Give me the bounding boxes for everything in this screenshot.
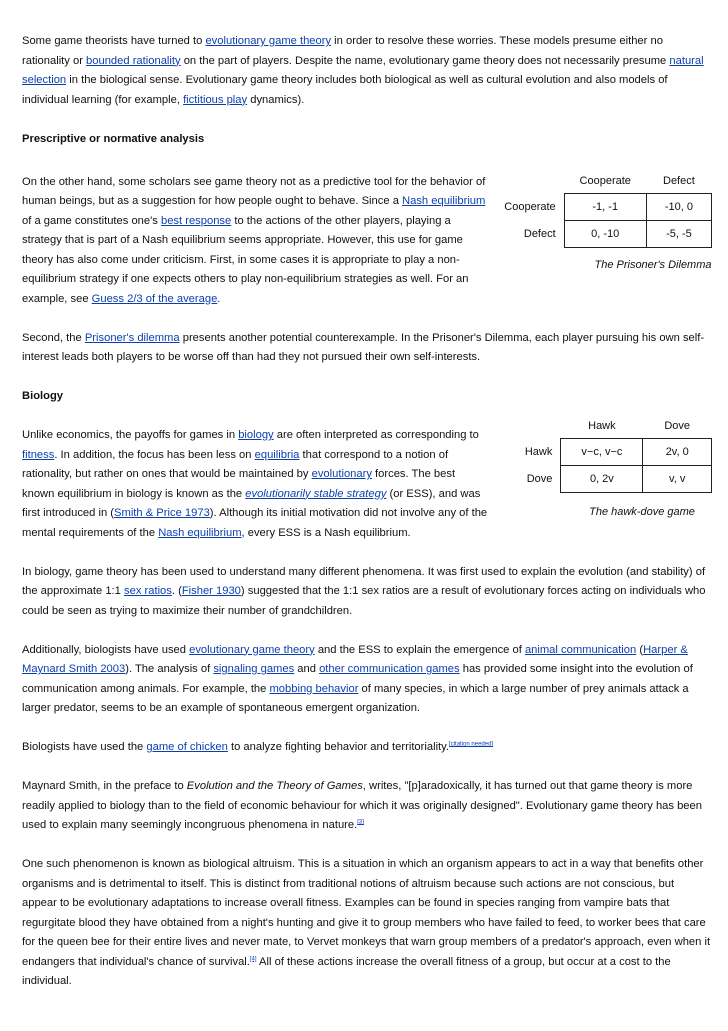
link-bounded-rationality[interactable]: bounded rationality: [86, 54, 181, 67]
citation-needed-link[interactable]: [citation needed]: [449, 741, 494, 748]
paragraph-altruism: [22, 855, 712, 992]
text: ). The analysis of: [125, 663, 214, 675]
row-header: Cooperate: [504, 200, 556, 213]
reference-link[interactable]: [4]: [249, 955, 257, 962]
link-sex-ratios[interactable]: sex ratios: [124, 585, 172, 597]
paragraph-maynard-smith: [22, 777, 712, 836]
row-header: Defect: [523, 227, 556, 240]
paragraph-biology: [22, 426, 488, 543]
text: (or ESS), and was first introduced in (: [22, 487, 481, 519]
link-biology[interactable]: biology: [238, 429, 274, 441]
paragraph-normative: [22, 169, 488, 310]
payoff-cell: -10, 0: [646, 193, 711, 220]
column-header: Defect: [663, 174, 695, 187]
reference-link[interactable]: [3]: [357, 819, 364, 826]
link-animal-communication[interactable]: animal communication: [524, 643, 637, 656]
hawk-dove-table: [497, 414, 712, 493]
text: on the part of players. Despite the name, evolutionary game theory does not necessarily presume: [180, 54, 670, 67]
link-nash-equilibrium[interactable]: Nash equilibrium: [158, 526, 242, 539]
text: and: [294, 663, 320, 675]
link-guess-2-3[interactable]: Guess 2/3 of the average: [91, 292, 218, 305]
text: presents another potential counterexample. In the Prisoner's Dilemma, each player pursuing his own self-interest leads both players to be worse off than had they not pursued their own self-interests.: [22, 331, 705, 363]
payoff-cell: v, v: [643, 466, 712, 493]
link-other-communication-games[interactable]: other communication games: [319, 663, 460, 675]
payoff-cell: v−c, v−c: [561, 439, 643, 466]
link-fisher-1930[interactable]: Fisher 1930: [181, 585, 241, 597]
payoff-cell: -5, -5: [646, 220, 711, 247]
text: and the ESS to explain the emergence of: [314, 643, 525, 656]
link-game-of-chicken[interactable]: game of chicken: [146, 741, 228, 753]
text: , every ESS is a Nash equilibrium.: [241, 526, 411, 539]
link-harper-maynard-smith[interactable]: Harper & Maynard Smith 2003: [22, 643, 688, 675]
paragraph-communication: [22, 641, 712, 719]
heading-biology: Biology: [22, 390, 64, 402]
heading-prescriptive: Prescriptive or normative analysis: [22, 132, 205, 145]
text: In biology, game theory has been used to understand many different phenomena. It was first used to explain the evolution (and stability) of the approximate 1:1: [22, 565, 706, 597]
text: Unlike economics, the payoffs for games in: [22, 429, 239, 441]
corner-cell: [497, 414, 561, 439]
link-signaling-games[interactable]: signaling games: [213, 663, 295, 675]
paragraph-sex-ratios: [22, 563, 712, 622]
text: All of these actions increase the overall fitness of a group, but occur at a cost to the individual.: [22, 955, 671, 987]
text: dynamics).: [247, 93, 305, 106]
payoff-cell: 0, -10: [564, 220, 646, 247]
paragraph-prisoners-dilemma: [22, 329, 712, 368]
link-natural-selection[interactable]: natural selection: [22, 54, 704, 86]
text: forces. The best known equilibrium in biology is known as the: [22, 468, 456, 500]
text: to analyze fighting behavior and territoriality.: [227, 741, 450, 753]
paragraph-evolutionary: [22, 32, 712, 110]
text: . (: [171, 585, 182, 597]
text: are often interpreted as corresponding to: [273, 429, 479, 441]
link-mobbing-behavior[interactable]: mobbing behavior: [269, 682, 359, 695]
link-smith-price[interactable]: Smith & Price 1973: [114, 507, 210, 519]
book-title: Evolution and the Theory of Games: [186, 780, 363, 792]
payoff-cell: 2v, 0: [643, 439, 712, 466]
link-evolutionary-game-theory[interactable]: evolutionary game theory: [205, 35, 332, 47]
link-best-response[interactable]: best response: [160, 214, 232, 227]
link-evolutionary-game-theory[interactable]: evolutionary game theory: [189, 643, 315, 656]
table-caption: The hawk-dove game: [589, 506, 695, 518]
text: Second, the: [22, 331, 85, 344]
link-fitness[interactable]: fitness: [22, 448, 55, 461]
text: , writes, "[p]aradoxically, it has turned out that game theory is more readily applied to biology than to the field of economic behaviour for which it was originally designed". Evolutionary game theory has been used to explain many seemingly incongruous phenomena in nature.: [22, 780, 702, 831]
text: has provided some insight into the evolution of communication among animals. For example, the: [22, 663, 693, 695]
text: On the other hand, some scholars see game theory not as a predictive tool for the behavior of human beings, but as a suggestion for how people ought to behave. Since a: [22, 175, 486, 207]
text: in order to resolve these worries. These models presume either no rationality or: [22, 35, 663, 67]
text: Maynard Smith, in the preface to: [22, 780, 187, 792]
payoff-cell: -1, -1: [564, 193, 646, 220]
text: of many species, in which a large number of prey animals attack a larger predator, seems to be an example of spontaneous emergent organization.: [22, 682, 689, 714]
column-header: Dove: [664, 420, 691, 432]
article-body: [22, 32, 712, 1011]
prescriptive-section: [22, 169, 712, 310]
text: (: [636, 643, 644, 656]
paragraph-chicken: [22, 738, 712, 758]
link-ess[interactable]: evolutionarily stable strategy: [245, 487, 387, 500]
table-caption: The Prisoner's Dilemma: [594, 258, 712, 271]
text: Additionally, biologists have used: [22, 643, 190, 656]
text: of a game constitutes one's: [22, 214, 161, 227]
text: . In addition, the focus has been less on: [54, 448, 255, 461]
text: ) suggested that the 1:1 sex ratios are a result of evolutionary forces acting on individuals who could be seen as trying to maximize their number of grandchildren.: [22, 585, 706, 617]
text: ). Although its initial motivation did not involve any of the mental requirements of the: [22, 507, 488, 539]
column-header: Hawk: [588, 420, 616, 432]
row-header: Hawk: [524, 446, 553, 458]
text: One such phenomenon is known as biological altruism. This is a situation in which an organism appears to act in a way that benefits other organisms and is detrimental to itself. This is distinct from traditional notions of altruism because such actions are not conscious, but appear to be evolutionary adaptations to increase overall fitness. Examples can be found in species ranging from vampire bats that regurgitate blood they have obtained from a night's hunting and give it to group members who have failed to feed, to worker bees that care for the queen bee for their entire lives and never mate, to Vervet monkeys that warn group members of a predator's approach, even when it endangers that individual's chance of survival.: [22, 858, 711, 968]
payoff-cell: 0, 2v: [561, 466, 643, 493]
link-equilibria[interactable]: equilibria: [254, 448, 300, 461]
column-header: Cooperate: [579, 174, 631, 187]
biology-section: [22, 420, 712, 543]
text: .: [217, 292, 221, 305]
row-header: Dove: [526, 473, 553, 485]
prisoners-dilemma-table: [497, 169, 712, 248]
text: in the biological sense. Evolutionary game theory includes both biological as well as cultural evolution and also models of individual learning (for example,: [22, 74, 668, 106]
link-evolutionary[interactable]: evolutionary: [311, 468, 372, 480]
text: to the actions of the other players, playing a strategy that is part of a Nash equilibrium seems appropriate. However, this use for game theory has also come under criticism. First, in some cases it is appropriate to play a non-equilibrium strategy if one expects others to play non-equilibrium strategies as well. For an example, see: [22, 214, 469, 305]
corner-cell: [497, 169, 564, 194]
link-fictitious-play[interactable]: fictitious play: [183, 93, 248, 106]
text: that correspond to a notion of rationality, but rather on ones that would be maintained by: [22, 448, 449, 480]
text: Some game theorists have turned to: [22, 35, 206, 47]
link-prisoners-dilemma[interactable]: Prisoner's dilemma: [84, 331, 180, 344]
text: Biologists have used the: [22, 741, 147, 753]
link-nash-equilibrium[interactable]: Nash equilibrium: [402, 195, 486, 207]
